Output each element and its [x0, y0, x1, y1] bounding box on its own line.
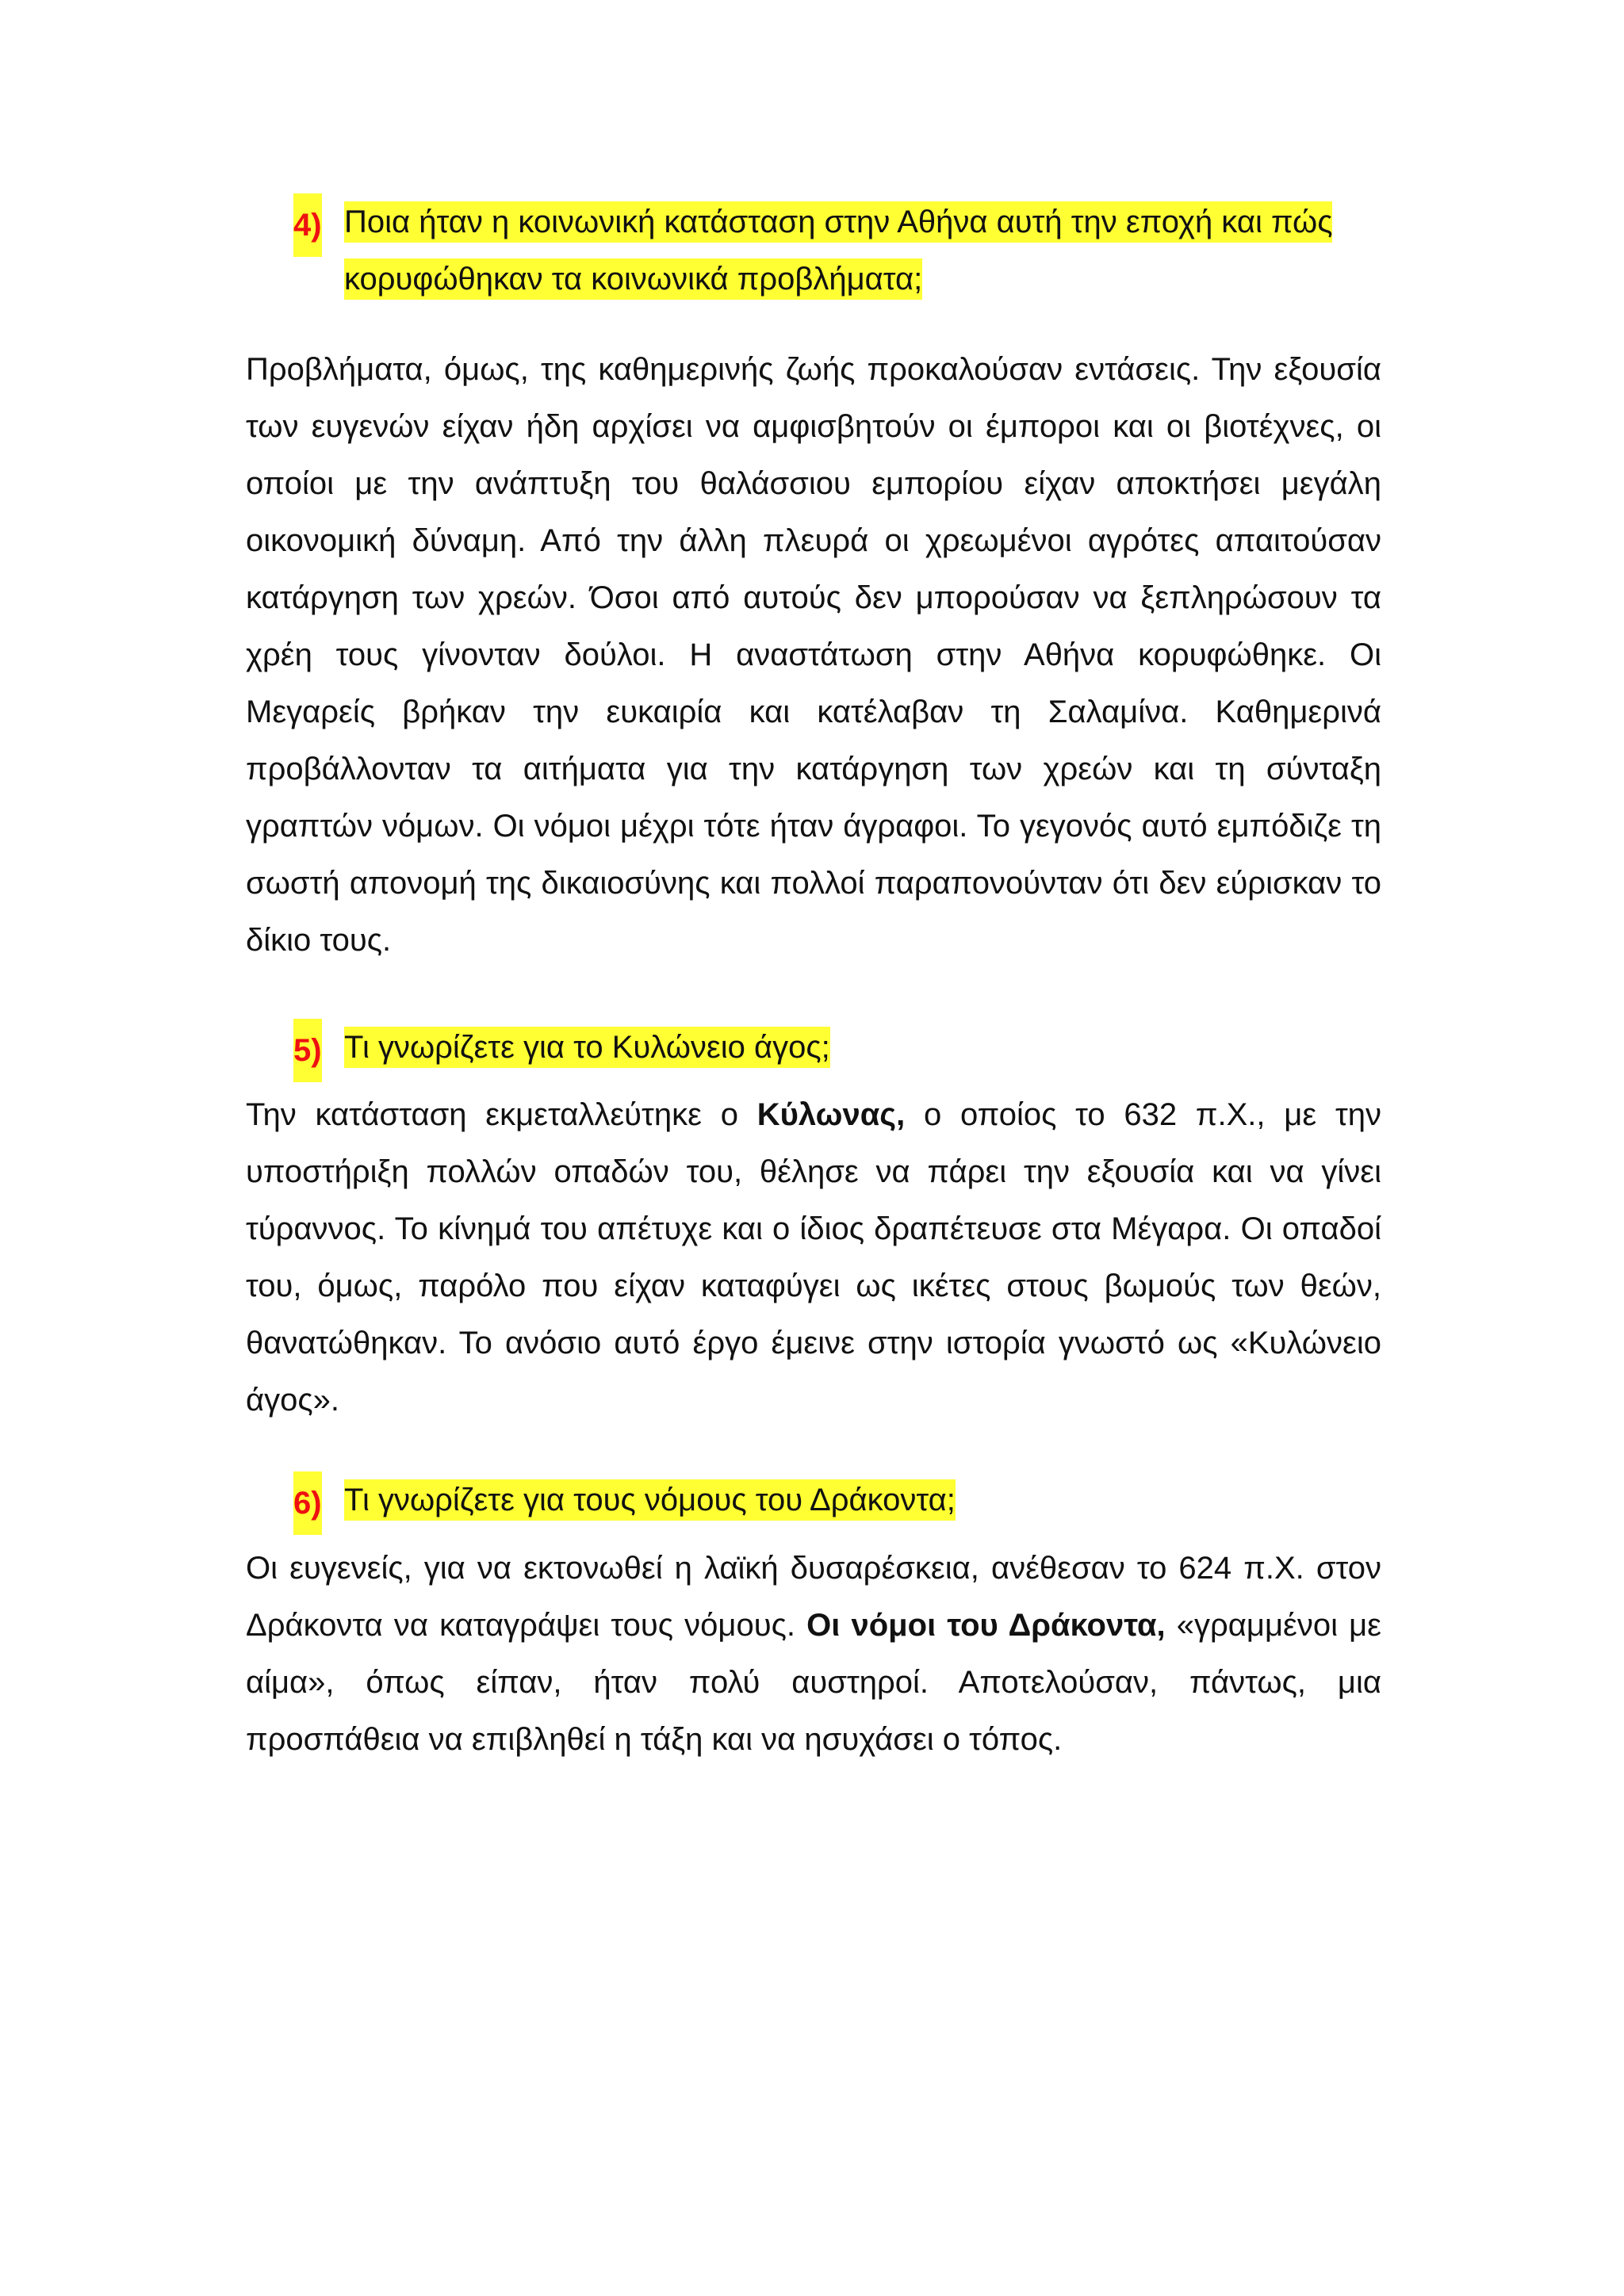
question-text — [293, 193, 1381, 308]
answer-text: «γραμμένοι με αίμα», όπως είπαν, ήταν πολύ αυστηροί. Αποτελούσαν, πάντως, μια προσπάθεια να επιβληθεί η τάξη και να ησυχάσει ο τόπος. — [246, 1608, 1382, 1757]
question-text — [293, 1471, 1381, 1529]
question-number: 4) — [293, 193, 322, 257]
question-text — [293, 1019, 1381, 1076]
answer-text: ο οποίος το 632 π.Χ., με την υποστήριξη πολλών οπαδών του, θέλησε να πάρει την εξουσία και να γίνει τύραννος. Το κίνημά του απέτυχε και ο ίδιος δραπέτευσε στα Μέγαρα. Οι οπαδοί του, όμως, παρόλο που είχαν καταφύγει ως ικέτες στους βωμούς των θεών, θανατώθηκαν. Το ανόσιο αυτό έργο έμεινε στην ιστορία γνωστό ως «Κυλώνειο άγος». — [246, 1097, 1381, 1418]
question-number: 6) — [293, 1471, 322, 1535]
question-number: 5) — [293, 1019, 322, 1082]
answer-bold-term: Κύλωνας, — [756, 1097, 906, 1132]
question-4 — [293, 193, 1381, 308]
answer-bold-term: Οι νόμοι του Δράκοντα, — [806, 1608, 1166, 1643]
question-highlight: Τι γνωρίζετε για το Κυλώνειο άγος; — [344, 1027, 830, 1068]
answer-4: Προβλήματα, όμως, της καθημερινής ζωής προκαλούσαν εντάσεις. Την εξουσία των ευγενών είχαν ήδη αρχίσει να αμφισβητούν οι έμποροι και οι βιοτέχνες, οι οποίοι με την ανάπτυξη του θαλάσσιου εμπορίου είχαν αποκτήσει μεγάλη οικονομική δύναμη. Από την άλλη πλευρά οι χρεωμένοι αγρότες απαιτούσαν κατάργηση των χρεών. Όσοι από αυτούς δεν μπορούσαν να ξεπληρώσουν τα χρέη τους γίνονταν δούλοι. Η αναστάτωση στην Αθήνα κορυφώθηκε. Οι Μεγαρείς βρήκαν την ευκαιρία και κατέλαβαν τη Σαλαμίνα. Καθημερινά προβάλλονταν τα αιτήματα για την κατάργηση των χρεών και τη σύνταξη γραπτών νόμων. Οι νόμοι μέχρι τότε ήταν άγραφοι. Το γεγονός αυτό εμπόδιζε τη σωστή απονομή της δικαιοσύνης και πολλοί παραπονούνταν ότι δεν εύρισκαν το δίκιο τους. — [246, 352, 1381, 958]
question-highlight: Τι γνωρίζετε για τους νόμους του Δράκοντα; — [344, 1479, 956, 1521]
question-highlight: Ποια ήταν η κοινωνική κατάσταση στην Αθήνα αυτή την εποχή και πώς κορυφώθηκαν τα κοινωνικά προβλήματα; — [344, 201, 1332, 300]
answer-text: Την κατάσταση εκμεταλλεύτηκε ο — [246, 1097, 757, 1132]
question-6 — [293, 1471, 1381, 1529]
answer-6 — [246, 1540, 1381, 1768]
question-5 — [293, 1019, 1381, 1076]
answer-5 — [246, 1086, 1381, 1429]
answer-text: Οι ευγενείς, για να εκτονωθεί η λαϊκή δυσαρέσκεια, ανέθεσαν το 624 π.Χ. στον Δράκοντα να καταγράψει τους νόμους. — [246, 1551, 1381, 1643]
